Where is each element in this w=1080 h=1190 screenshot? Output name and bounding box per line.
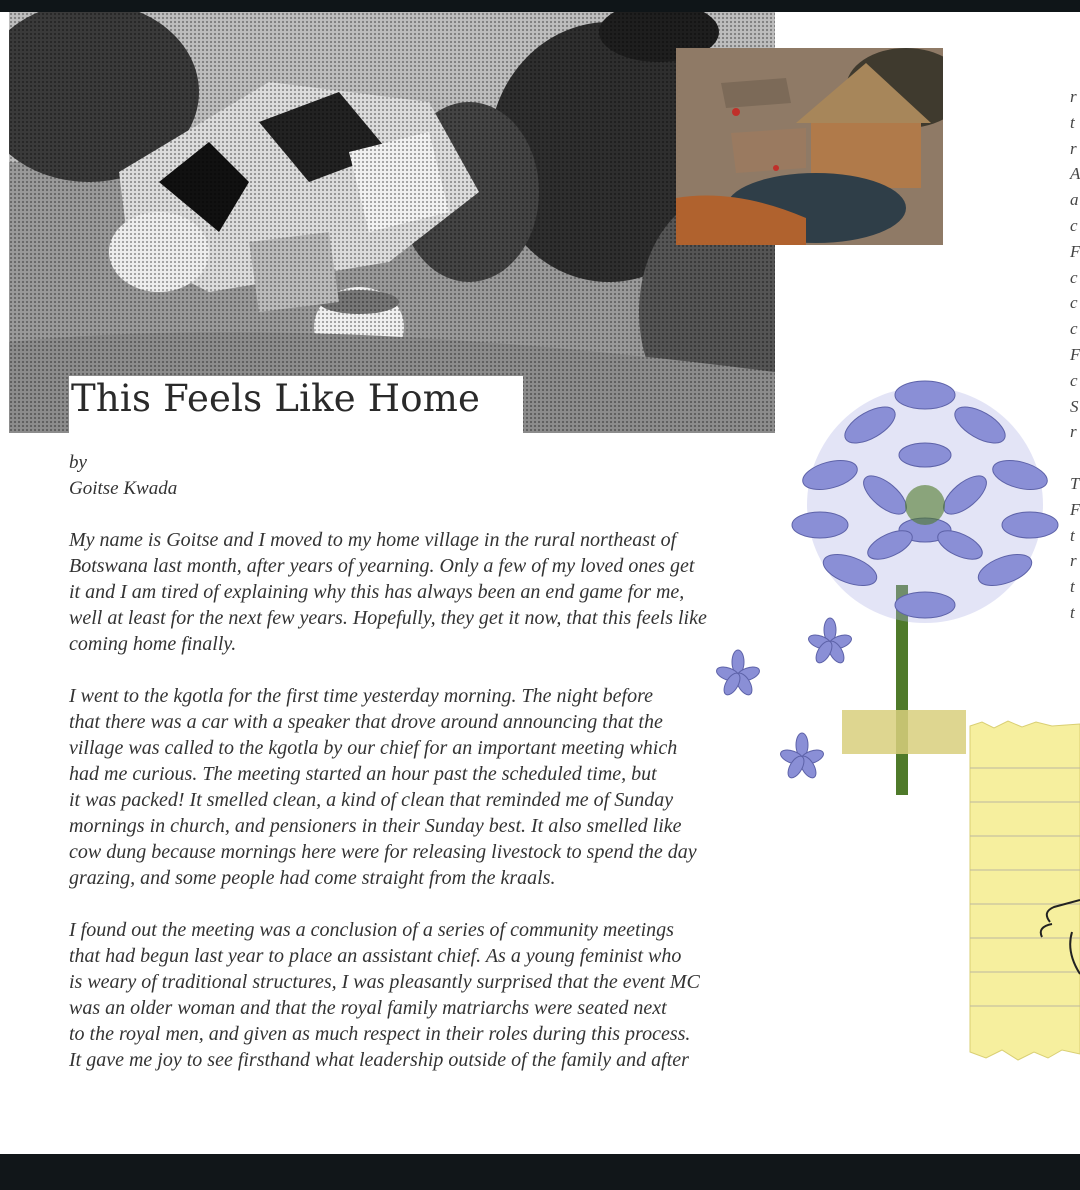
cutoff-char: F — [1070, 344, 1080, 364]
cutoff-char: t — [1070, 112, 1075, 132]
text-line: that had begun last year to place an assistant chief. As a young feminist who — [69, 945, 682, 967]
text-line: My name is Goitse and I moved to my home village in the rural northeast of — [69, 529, 677, 551]
paragraph — [69, 683, 749, 891]
lined-note-paper — [962, 712, 1080, 1062]
text-line: had me curious. The meeting started an hour past the scheduled time, but — [69, 763, 657, 785]
cutoff-char: r — [1070, 422, 1077, 442]
text-line: village was called to the kgotla by our chief for an important meeting which — [69, 737, 678, 759]
cutoff-char: t — [1070, 525, 1075, 545]
cutoff-char: F — [1070, 499, 1080, 519]
text-line: coming home finally. — [69, 633, 237, 655]
cutoff-char: S — [1070, 396, 1079, 416]
byline-label: by — [69, 452, 87, 473]
paragraph — [69, 527, 749, 657]
top-bar — [0, 0, 1080, 12]
text-line: well at least for the next few years. Hopefully, they get it now, that this feels like — [69, 607, 707, 629]
article-title: This Feels Like Home — [71, 377, 481, 420]
cutoff-char: T — [1070, 473, 1080, 493]
cutoff-char: r — [1070, 87, 1077, 106]
cutoff-char: A — [1070, 164, 1080, 184]
cutoff-char: c — [1070, 370, 1078, 390]
text-line: Botswana last month, after years of yearning. Only a few of my loved ones get — [69, 555, 695, 577]
text-line: it was packed! It smelled clean, a kind of clean that reminded me of Sunday — [69, 789, 674, 811]
cutoff-char: r — [1070, 551, 1077, 571]
cutoff-char: c — [1070, 215, 1078, 235]
cutoff-char: c — [1070, 319, 1078, 339]
hut-colour-photo — [676, 48, 943, 245]
cutoff-char: c — [1070, 267, 1078, 287]
text-line: that there was a car with a speaker that drove around announcing that the — [69, 711, 663, 733]
cutoff-char: t — [1070, 577, 1075, 597]
byline — [69, 450, 177, 502]
text-line: grazing, and some people had come straight from the kraals. — [69, 867, 556, 889]
cutoff-char: a — [1070, 190, 1079, 210]
cutoff-char: t — [1070, 602, 1075, 622]
bottom-bar — [0, 1154, 1080, 1190]
text-line: I went to the kgotla for the first time yesterday morning. The night before — [69, 685, 653, 707]
paragraph — [69, 917, 749, 1073]
text-line: is weary of traditional structures, I was pleasantly surprised that the event MC — [69, 971, 700, 993]
author-name: Goitse Kwada — [69, 478, 178, 499]
text-line: cow dung because mornings here were for releasing livestock to spend the day — [69, 841, 697, 863]
village-halftone-photo — [9, 12, 775, 433]
text-line: was an older woman and that the royal family matriarchs were seated next — [69, 997, 667, 1019]
article-body — [69, 527, 749, 1099]
text-line: it and I am tired of explaining why this has always been an end game for me, — [69, 581, 685, 603]
text-line: to the royal men, and given as much respect in their roles during this process. — [69, 1023, 691, 1045]
cutoff-char: F — [1070, 241, 1080, 261]
text-line: It gave me joy to see firsthand what leadership outside of the family and after — [69, 1049, 689, 1071]
text-line: I found out the meeting was a conclusion of a series of community meetings — [69, 919, 674, 941]
cutoff-char: c — [1070, 293, 1078, 313]
cutoff-char: r — [1070, 138, 1077, 158]
text-line: mornings in church, and pensioners in their Sunday best. It also smelled like — [69, 815, 682, 837]
